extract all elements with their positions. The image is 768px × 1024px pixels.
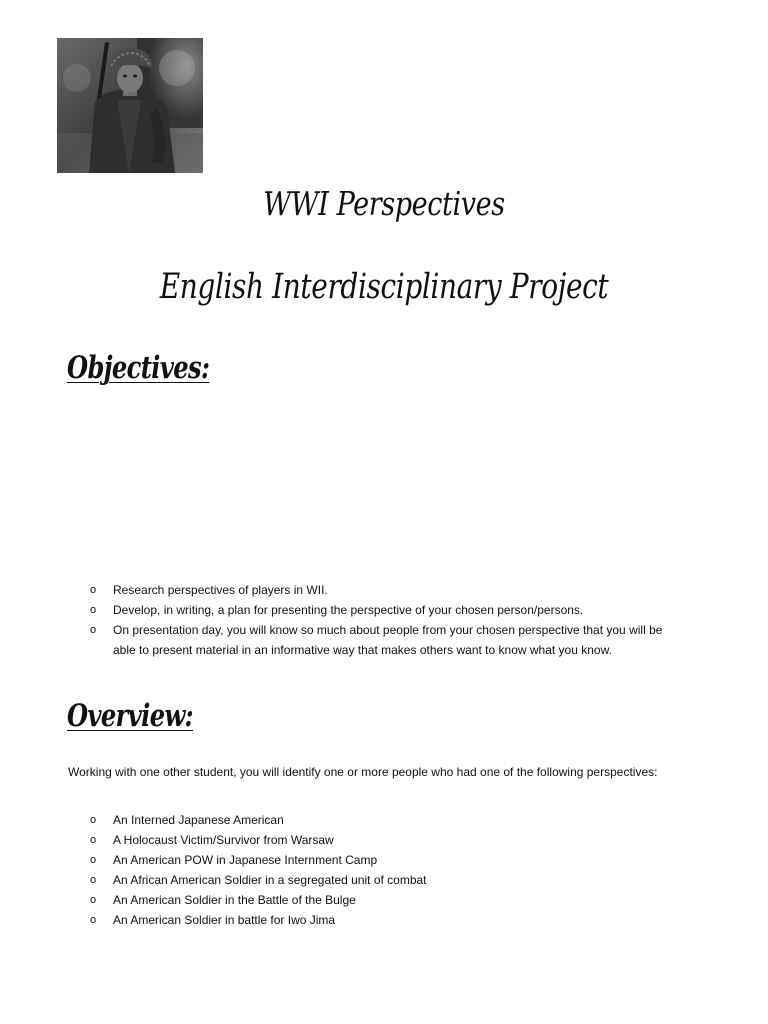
objectives-list xyxy=(88,580,668,660)
overview-heading: Overview: xyxy=(67,698,193,734)
perspective-text: An American Soldier in battle for Iwo Jima xyxy=(113,913,336,927)
objective-text: On presentation day, you will know so much about people from your chosen perspective that you will be able to present material in an informative way that makes others want to know what you know. xyxy=(113,623,663,657)
page-subtitle: English Interdisciplinary Project xyxy=(159,267,609,307)
list-item xyxy=(88,600,668,620)
list-item xyxy=(88,810,668,830)
list-item xyxy=(88,620,668,660)
soldier-photo-graphic xyxy=(57,38,203,173)
bullet-marker: o xyxy=(90,814,97,826)
perspective-text: A Holocaust Victim/Survivor from Warsaw xyxy=(113,833,334,847)
bullet-marker: o xyxy=(90,854,97,866)
objective-text: Develop, in writing, a plan for presenting the perspective of your chosen person/persons. xyxy=(113,603,584,617)
overview-intro: Working with one other student, you will identify one or more people who had one of the following perspectives: xyxy=(68,765,658,779)
bullet-marker: o xyxy=(90,584,97,596)
perspective-text: An American Soldier in the Battle of the Bulge xyxy=(113,893,356,907)
objective-text: Research perspectives of players in WII. xyxy=(113,583,328,597)
page-title: WWI Perspectives xyxy=(263,184,505,223)
list-item xyxy=(88,910,668,930)
perspective-text: An American POW in Japanese Internment Camp xyxy=(113,853,378,867)
bullet-marker: o xyxy=(90,834,97,846)
objectives-heading: Objectives: xyxy=(67,350,210,386)
list-item xyxy=(88,580,668,600)
bullet-marker: o xyxy=(90,874,97,886)
list-item xyxy=(88,870,668,890)
list-item xyxy=(88,830,668,850)
bullet-marker: o xyxy=(90,914,97,926)
list-item xyxy=(88,890,668,910)
perspective-text: An Interned Japanese American xyxy=(113,813,284,827)
perspectives-list xyxy=(88,810,668,930)
list-item xyxy=(88,850,668,870)
bullet-marker: o xyxy=(90,624,97,636)
bullet-marker: o xyxy=(90,894,97,906)
soldier-photo xyxy=(57,38,203,173)
bullet-marker: o xyxy=(90,604,97,616)
perspective-text: An African American Soldier in a segregated unit of combat xyxy=(113,873,427,887)
